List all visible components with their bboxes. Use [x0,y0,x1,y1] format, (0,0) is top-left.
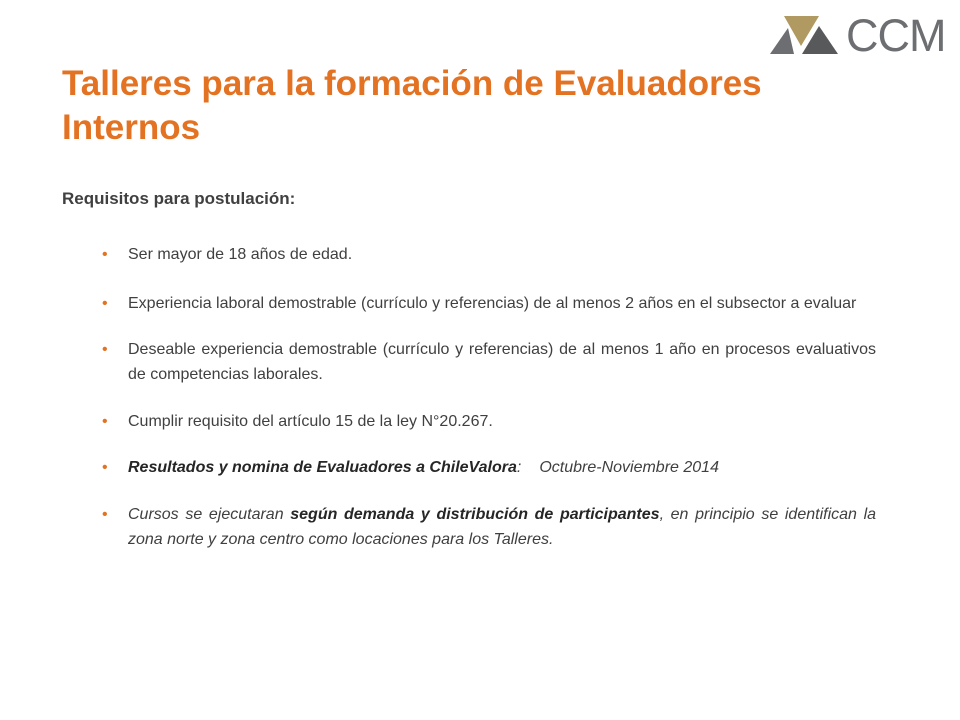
requirement-text: Cumplir requisito del artículo 15 de la ley N°20.267. [128,413,493,430]
requirement-text: Experiencia laboral demostrable (currículo y referencias) de al menos 2 años en el subsector a evaluar [128,295,857,312]
ccm-logo [768,12,950,62]
results-date: Octubre-Noviembre 2014 [539,459,719,476]
list-item [100,337,876,387]
list-item [100,291,876,316]
bullet-icon: • [102,459,108,476]
page-title: Talleres para la formación de Evaluadores Internos [62,64,762,147]
courses-emphasis: según demanda y distribución de participantes [290,506,660,523]
courses-text: Cursos se ejecutaran [128,506,284,523]
logo-triangles-icon [768,12,848,62]
bullet-icon: • [102,295,108,312]
results-colon: : [516,459,522,476]
requirement-text: Ser mayor de 18 años de edad. [128,246,353,263]
bullet-icon: • [102,246,108,263]
list-item [100,242,876,267]
list-item [100,455,876,480]
requirement-text: Deseable experiencia demostrable (currículo y referencias) de al menos 1 año en procesos evaluativos de competencias laborales. [128,341,876,383]
results-label: Resultados y nomina de Evaluadores a ChileValora [128,459,517,476]
bullet-icon: • [102,413,108,430]
bullet-icon: • [102,506,108,523]
list-item [100,409,876,434]
requirements-heading: Requisitos para postulación: [62,189,296,208]
list-item [100,502,876,552]
logo-text: CCM [846,10,946,61]
requirements-list [100,242,876,552]
bullet-icon: • [102,341,108,358]
courses-text-rest: , en principio se identifican la zona norte y zona centro como locaciones para los Talleres. [128,506,877,548]
